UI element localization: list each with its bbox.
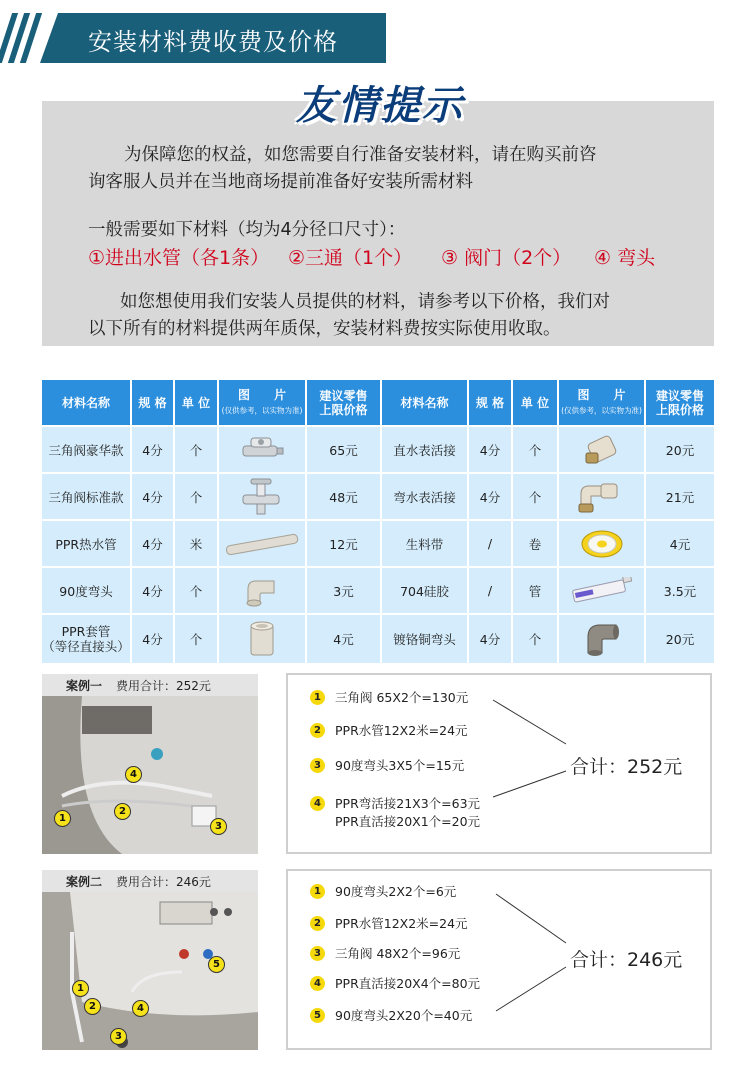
case2-photo-badge-1: 1 [72,980,89,997]
case1-item-4-text: PPR弯活接21X3个=63元 [335,796,481,811]
header-price-right [646,380,714,425]
table-cell-price: 4元 [646,521,714,566]
header-name-left: 材料名称 [42,380,130,425]
table-cell-unit: 个 [513,474,557,519]
case1-photo-badge-2: 2 [114,803,131,820]
table-cell-pic [219,521,305,566]
ptfe-tape-icon [559,521,644,566]
case2-item-1 [310,882,456,900]
tip-material-1: ①进出水管（各1条） [88,247,270,269]
table-cell-pic [559,521,644,566]
table-cell-name: 直水表活接 [382,427,467,472]
table-cell-unit: 卷 [513,521,557,566]
case2-num-2: 2 [310,916,325,931]
table-cell-price: 3.5元 [646,568,714,613]
tip-heading: 友情提示 [296,83,464,129]
table-cell-unit: 个 [175,474,217,519]
case1-item-4 [310,794,480,812]
case2-title: 案例二 [66,874,103,889]
table-cell-pic [559,568,644,613]
table-cell-pic [219,427,305,472]
case1-title: 案例一 [66,678,103,693]
table-cell-name: PPR热水管 [42,521,130,566]
header-price-line1: 建议零售 [655,388,704,403]
table-cell-name-line1: PPR套管 [61,624,111,639]
tip-paragraph-3-line-1: 如您想使用我们安装人员提供的材料，请参考以下价格，我们对 [120,292,610,312]
case2-item-4 [310,974,480,992]
tip-material-2: ②三通（1个） [288,247,413,269]
tip-paragraph-3-line-2: 以下所有的材料提供两年质保，安装材料费按实际使用收取。 [88,319,561,339]
case1-num-3: 3 [310,758,325,773]
ppr-pipe-icon [219,521,305,566]
header-price-line2: 上限价格 [655,402,704,417]
case1-photo [42,696,258,854]
table-cell-name: 704硅胶 [382,568,467,613]
table-cell-name [42,615,130,663]
case2-fee: 费用合计：246元 [116,874,211,889]
case2-item-3 [310,944,460,962]
table-cell-unit: 米 [175,521,217,566]
header-pic-note: (仅供参考，以实物为准) [221,405,303,415]
header-price-line2: 上限价格 [319,402,368,417]
table-cell-pic [559,615,644,663]
table-cell-spec: 4分 [132,427,173,472]
table-cell-pic [559,427,644,472]
case1-item-2-text: PPR水管12X2米=24元 [335,723,468,738]
table-cell-unit: 个 [513,615,557,663]
header-pic-label: 图 片 [577,387,626,402]
case1-photo-badge-1: 1 [54,810,71,827]
case2-item-5 [310,1006,472,1024]
header-unit-right: 单 位 [513,380,557,425]
table-cell-price: 20元 [646,615,714,663]
case1-label [42,674,258,696]
table-cell-name: 生料带 [382,521,467,566]
case2-item-5-text: 90度弯头2X20个=40元 [335,1008,473,1023]
banner-title: 安装材料费收费及价格 [88,28,338,56]
table-cell-spec: 4分 [132,474,173,519]
header-pic-note: (仅供参考，以实物为准) [561,405,642,415]
case1-item-1 [310,688,468,706]
table-cell-spec: 4分 [132,521,173,566]
header-pic-label: 图 片 [237,387,286,402]
banner-stripes [0,13,44,63]
table-cell-spec: / [469,521,511,566]
case1-num-2: 2 [310,723,325,738]
table-cell-pic [219,568,305,613]
case2-photo-badge-2: 2 [84,998,101,1015]
case2-num-4: 4 [310,976,325,991]
table-cell-price: 4元 [307,615,380,663]
tip-paragraph-1-line-1: 为保障您的权益，如您需要自行准备安装材料，请在购买前咨 [124,145,597,165]
table-cell-spec: 4分 [132,615,173,663]
table-cell-name: 三角阀标准款 [42,474,130,519]
header-unit-left: 单 位 [175,380,217,425]
case1-photo-badge-4: 4 [125,766,142,783]
header-price-line1: 建议零售 [319,388,368,403]
elbow-union-icon [559,474,644,519]
case1-num-4: 4 [310,796,325,811]
case2-photo-badge-3: 3 [110,1028,127,1045]
table-cell-unit: 个 [513,427,557,472]
case2-photo-badge-5: 5 [208,956,225,973]
case2-photo [42,892,258,1050]
case1-item-1-text: 三角阀 65X2个=130元 [335,690,469,705]
tip-paragraph-2-line-1: 一般需要如下材料（均为4分径口尺寸）： [88,220,406,240]
table-cell-name: 三角阀豪华款 [42,427,130,472]
table-cell-unit: 个 [175,615,217,663]
table-cell-pic [219,474,305,519]
silicone-tube-icon [559,568,644,613]
header-name-right: 材料名称 [382,380,467,425]
case1-item-3-text: 90度弯头3X5个=15元 [335,758,465,773]
case2-item-3-text: 三角阀 48X2个=96元 [335,946,461,961]
case1-total: 合计：252元 [570,756,683,778]
case1-item-4b [335,812,480,830]
table-cell-unit: 管 [513,568,557,613]
straight-union-icon [559,427,644,472]
section-banner [0,13,386,63]
case1-item-3 [310,756,464,774]
table-cell-unit: 个 [175,568,217,613]
table-cell-name-line2: （等径直接头） [42,639,130,654]
table-cell-name: 镀铬铜弯头 [382,615,467,663]
header-spec-right: 规 格 [469,380,511,425]
table-cell-pic [219,615,305,663]
tip-material-4: ④ 弯头 [594,247,656,269]
case2-num-5: 5 [310,1008,325,1023]
header-pic-right [559,380,644,425]
case2-num-1: 1 [310,884,325,899]
case2-item-2 [310,914,468,932]
table-cell-pic [559,474,644,519]
case2-item-2-text: PPR水管12X2米=24元 [335,916,468,931]
table-cell-name: 90度弯头 [42,568,130,613]
case2-total: 合计：246元 [570,949,683,971]
table-cell-price: 12元 [307,521,380,566]
case2-num-3: 3 [310,946,325,961]
table-cell-price: 20元 [646,427,714,472]
valve-standard-icon [219,474,305,519]
table-cell-price: 3元 [307,568,380,613]
case2-photo-badge-4: 4 [132,1000,149,1017]
ppr-sleeve-icon [219,615,305,663]
case2-label [42,870,258,892]
table-cell-spec: / [469,568,511,613]
table-cell-price: 65元 [307,427,380,472]
price-table [42,380,714,663]
case2-item-1-text: 90度弯头2X2个=6元 [335,884,457,899]
tip-material-3: ③ 阀门（2个） [441,247,572,269]
valve-deluxe-icon [219,427,305,472]
case1-item-2 [310,721,468,739]
header-spec-left: 规 格 [132,380,173,425]
case1-num-1: 1 [310,690,325,705]
table-cell-price: 21元 [646,474,714,519]
tip-paragraph-1-line-2: 询客服人员并在当地商场提前准备好安装所需材料 [88,172,473,192]
table-cell-spec: 4分 [469,474,511,519]
case1-item-4-text2: PPR直活接20X1个=20元 [335,814,481,829]
header-pic-left [219,380,305,425]
table-cell-unit: 个 [175,427,217,472]
header-price-left [307,380,380,425]
table-cell-name: 弯水表活接 [382,474,467,519]
chrome-elbow-icon [559,615,644,663]
case2-item-4-text: PPR直活接20X4个=80元 [335,976,481,991]
case1-photo-badge-3: 3 [210,818,227,835]
table-cell-spec: 4分 [132,568,173,613]
case1-fee: 费用合计：252元 [116,678,211,693]
table-cell-spec: 4分 [469,615,511,663]
table-cell-price: 48元 [307,474,380,519]
elbow-90-icon [219,568,305,613]
table-cell-spec: 4分 [469,427,511,472]
